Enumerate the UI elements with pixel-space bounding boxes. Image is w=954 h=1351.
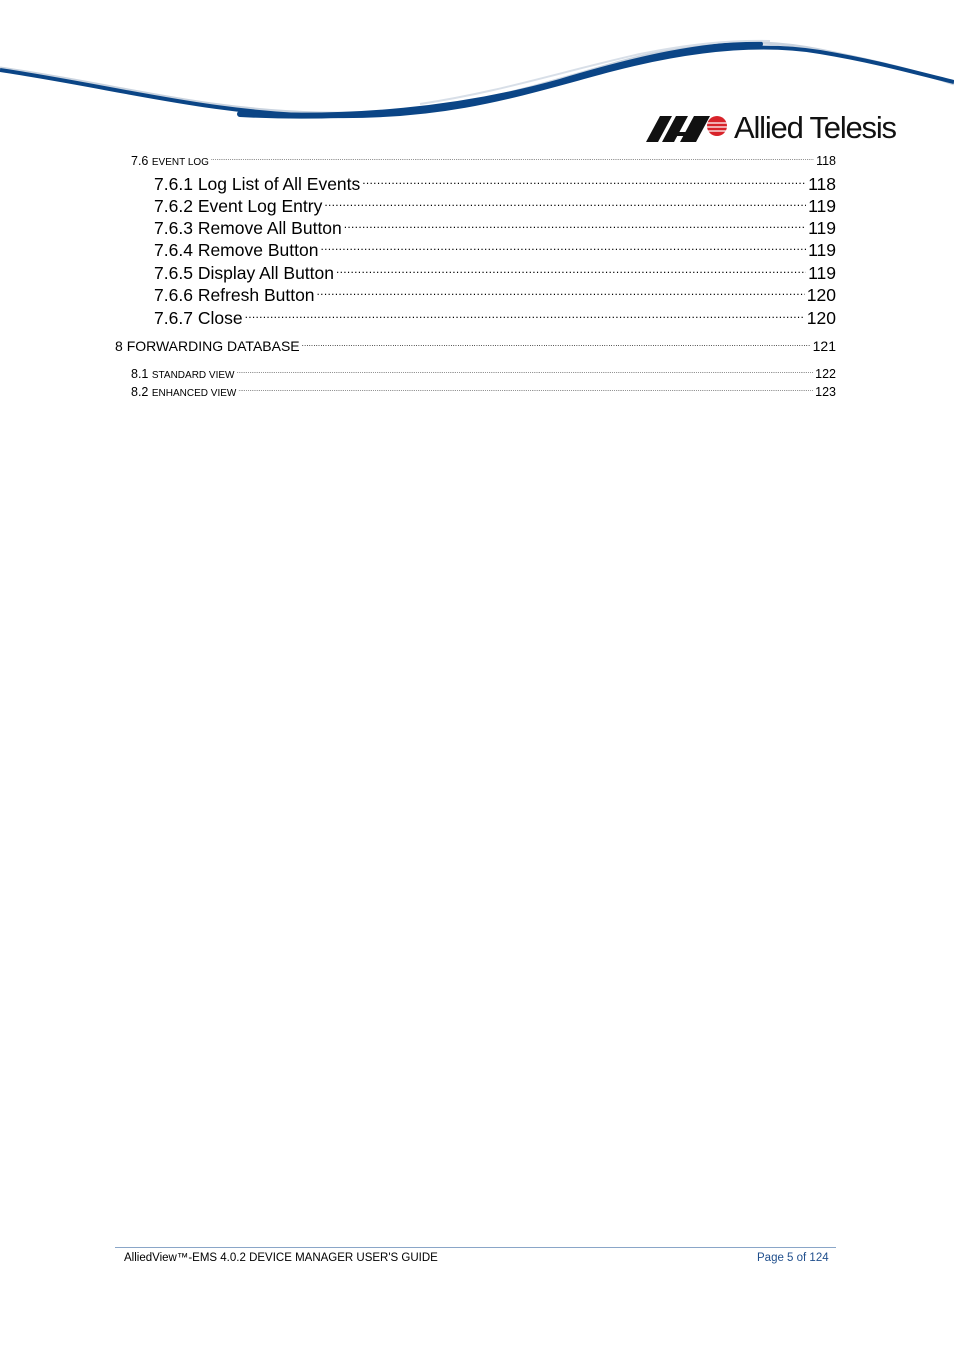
toc-leader-dots	[320, 236, 806, 256]
toc-entry[interactable]	[131, 151, 836, 167]
toc-entry[interactable]	[154, 304, 836, 326]
toc-entry[interactable]	[154, 236, 836, 258]
logo-wordmark: Allied Telesis	[734, 110, 896, 145]
toc-entry-label: 7.6.4 Remove Button	[154, 240, 319, 260]
toc-page-number: 120	[806, 308, 836, 328]
toc-entry-label: 7.6 EVENT LOG	[131, 154, 209, 168]
toc-page-number: 119	[808, 240, 836, 260]
toc-entry-label: 7.6.3 Remove All Button	[154, 218, 342, 238]
toc-entry[interactable]	[154, 214, 836, 236]
toc-entry-label: 7.6.6 Refresh Button	[154, 285, 315, 305]
toc-page-number: 119	[808, 263, 836, 283]
footer-divider	[115, 1247, 836, 1248]
toc-entry-label: 7.6.5 Display All Button	[154, 263, 334, 283]
toc-entry-label: 8.2 ENHANCED VIEW	[131, 385, 237, 399]
toc-entry[interactable]	[154, 259, 836, 281]
toc-page-number: 119	[808, 218, 836, 238]
allied-telesis-logo-mark-icon	[646, 112, 728, 144]
toc-entry[interactable]	[154, 192, 836, 214]
toc-entry-label: 8 FORWARDING DATABASE	[115, 338, 300, 354]
toc-page-number: 118	[816, 154, 836, 168]
toc-entry[interactable]	[154, 170, 836, 192]
toc-leader-dots	[317, 281, 805, 301]
toc-entry-label: 7.6.1 Log List of All Events	[154, 174, 361, 194]
allied-telesis-logo	[646, 108, 906, 148]
toc-leader-dots	[236, 364, 813, 378]
toc-page-number: 122	[815, 367, 836, 381]
toc-page-number: 120	[806, 285, 836, 305]
toc-entry-label: 7.6.7 Close	[154, 308, 243, 328]
toc-page-number: 119	[808, 196, 836, 216]
toc-entry[interactable]	[154, 281, 836, 303]
toc-page-number: 118	[808, 174, 836, 194]
toc-leader-dots	[362, 170, 806, 190]
toc-entry[interactable]	[131, 364, 836, 380]
toc-leader-dots	[336, 259, 806, 279]
toc-page-number: 123	[815, 385, 836, 399]
toc-leader-dots	[344, 214, 806, 234]
toc-entry-label: 8.1 STANDARD VIEW	[131, 367, 235, 381]
toc-leader-dots	[324, 192, 806, 212]
toc-entry[interactable]	[131, 382, 836, 398]
toc-page-number: 121	[812, 338, 836, 354]
toc-leader-dots	[211, 151, 814, 165]
footer-document-title: AlliedView™-EMS 4.0.2 DEVICE MANAGER USER'S GUIDE	[124, 1252, 438, 1264]
toc-entry-label: 7.6.2 Event Log Entry	[154, 196, 323, 216]
toc-leader-dots	[302, 335, 811, 351]
toc-leader-dots	[245, 304, 805, 324]
toc-entry[interactable]	[115, 335, 836, 353]
footer-page-indicator: Page 5 of 124	[757, 1252, 829, 1264]
toc-leader-dots	[238, 382, 813, 396]
